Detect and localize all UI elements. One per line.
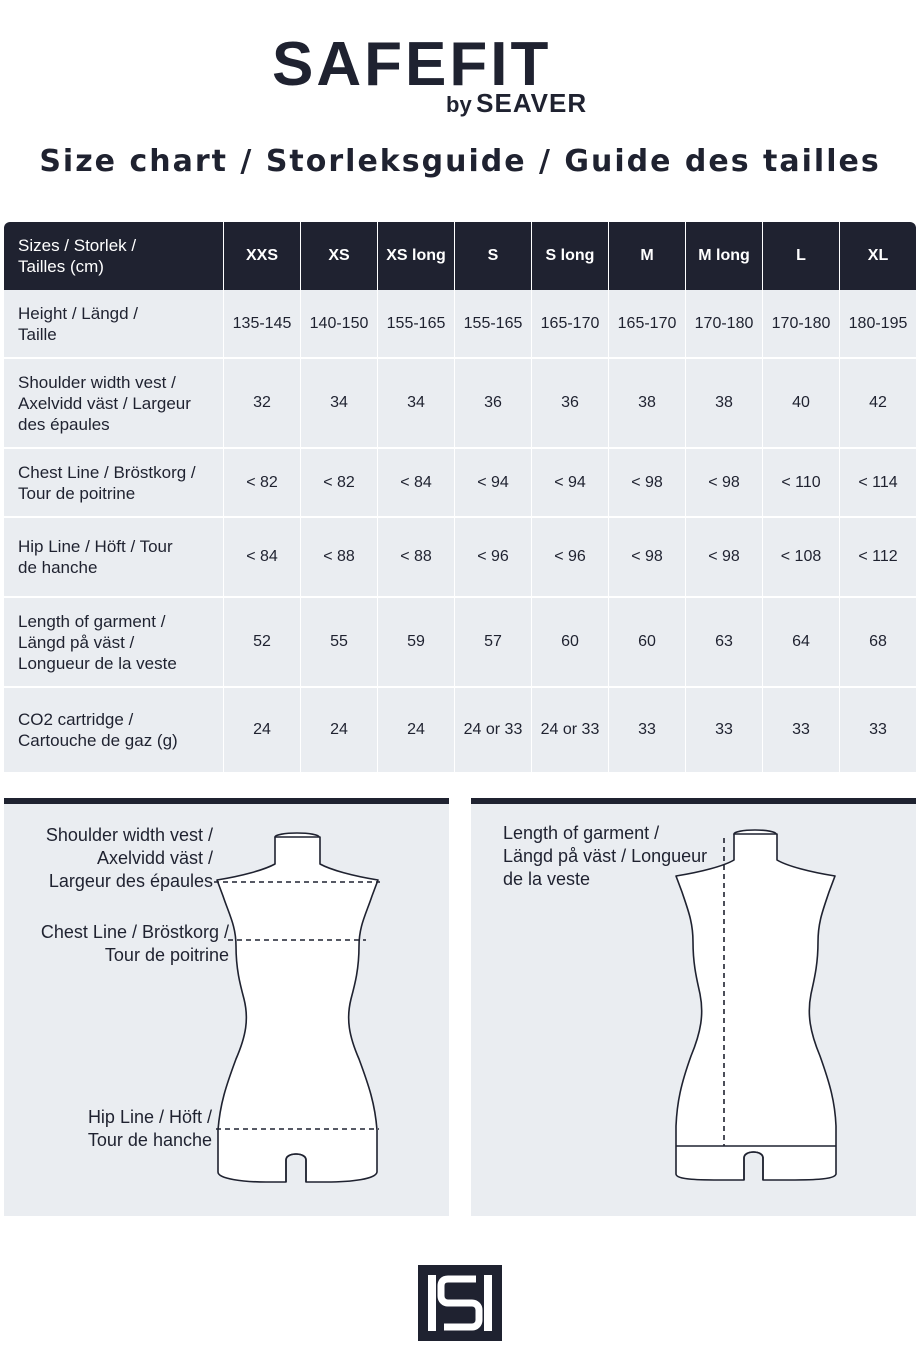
table-cell: < 82	[224, 449, 301, 518]
row-label-line: Längd på väst /	[18, 632, 135, 652]
row-label-line: Tour de poitrine	[18, 483, 136, 503]
table-cell: 165-170	[609, 290, 686, 359]
label-line: Längd på väst / Longueur	[503, 846, 708, 866]
table-row	[4, 290, 916, 359]
measurement-diagram-front	[4, 798, 449, 1216]
table-cell: 24 or 33	[455, 688, 532, 774]
table-cell: < 112	[840, 518, 916, 598]
size-header: XL	[840, 222, 916, 290]
hip-line-label	[88, 1106, 212, 1152]
table-row	[4, 518, 916, 598]
table-cell: 55	[301, 598, 378, 688]
row-label-cell	[4, 688, 224, 774]
size-header: M long	[686, 222, 763, 290]
header-label-line: Sizes / Storlek /	[18, 236, 137, 255]
row-label-cell	[4, 359, 224, 449]
table-cell: 60	[609, 598, 686, 688]
table-body	[4, 290, 916, 774]
measurement-diagram-back	[471, 798, 916, 1216]
seaver-monogram-icon	[418, 1265, 502, 1341]
size-header: S	[455, 222, 532, 290]
table-cell: 57	[455, 598, 532, 688]
table-cell: < 84	[378, 449, 455, 518]
row-label-cell	[4, 598, 224, 688]
row-label-cell	[4, 290, 224, 359]
length-of-garment-label	[503, 822, 707, 891]
table-row	[4, 449, 916, 518]
row-label-line: Hip Line / Höft / Tour	[18, 537, 173, 556]
table-cell: < 98	[609, 449, 686, 518]
table-cell: 170-180	[686, 290, 763, 359]
row-label-line: CO2 cartridge /	[18, 710, 134, 729]
table-cell: < 96	[532, 518, 609, 598]
label-line: Hip Line / Höft /	[87, 1107, 212, 1127]
row-label-line: Chest Line / Bröstkorg /	[18, 462, 196, 482]
row-label-line: Shoulder width vest /	[18, 372, 176, 392]
table-cell: 34	[378, 359, 455, 449]
label-line: Axelvidd väst /	[96, 848, 213, 868]
table-cell: 24	[378, 688, 455, 774]
row-label-line: de hanche	[18, 558, 98, 577]
row-label-line: Longueur de la veste	[18, 653, 177, 673]
row-label-line: Cartouche de gaz (g)	[18, 731, 178, 750]
table-cell: 140-150	[301, 290, 378, 359]
label-line: Tour de hanche	[87, 1130, 212, 1150]
brand-subtitle	[446, 90, 587, 116]
table-cell: < 84	[224, 518, 301, 598]
size-table	[4, 222, 916, 774]
row-label-line: Length of garment /	[18, 611, 166, 631]
page-title: Size chart / Storleksguide / Guide des tailles	[39, 144, 881, 179]
table-cell: 36	[532, 359, 609, 449]
label-line: de la veste	[503, 869, 591, 889]
table-cell: 68	[840, 598, 916, 688]
row-label-cell	[4, 518, 224, 598]
size-header: S long	[532, 222, 609, 290]
table-cell: 34	[301, 359, 378, 449]
table-cell: 32	[224, 359, 301, 449]
shoulder-width-label	[46, 824, 213, 893]
table-cell: 24 or 33	[532, 688, 609, 774]
row-label-line: des épaules	[18, 414, 110, 434]
brand-header	[0, 28, 920, 128]
table-cell: 40	[763, 359, 840, 449]
label-line: Tour de poitrine	[104, 945, 229, 965]
table-cell: < 96	[455, 518, 532, 598]
table-cell: 24	[224, 688, 301, 774]
table-cell: < 110	[763, 449, 840, 518]
table-header-row	[4, 222, 916, 290]
size-header: XS long	[378, 222, 455, 290]
table-cell: 24	[301, 688, 378, 774]
table-cell: 170-180	[763, 290, 840, 359]
table-cell: < 98	[686, 449, 763, 518]
table-cell: < 108	[763, 518, 840, 598]
table-cell: 135-145	[224, 290, 301, 359]
brand-name: SAFEFIT	[272, 30, 552, 99]
row-label-line: Taille	[18, 324, 57, 344]
size-header: XS	[301, 222, 378, 290]
brand-by: by	[446, 92, 472, 117]
table-cell: 52	[224, 598, 301, 688]
table-cell: < 114	[840, 449, 916, 518]
label-line: Length of garment /	[503, 823, 660, 843]
table-cell: < 94	[455, 449, 532, 518]
label-line: Largeur des épaules	[48, 871, 213, 891]
table-row	[4, 359, 916, 449]
row-label-cell	[4, 449, 224, 518]
table-cell: 60	[532, 598, 609, 688]
table-row	[4, 688, 916, 774]
table-cell: 33	[686, 688, 763, 774]
table-cell: 38	[609, 359, 686, 449]
table-cell: 64	[763, 598, 840, 688]
table-cell: 42	[840, 359, 916, 449]
size-header: M	[609, 222, 686, 290]
table-cell: 33	[840, 688, 916, 774]
table-cell: 165-170	[532, 290, 609, 359]
table-cell: 59	[378, 598, 455, 688]
table-cell: 33	[609, 688, 686, 774]
table-cell: 63	[686, 598, 763, 688]
table-cell: < 98	[609, 518, 686, 598]
label-line: Chest Line / Bröstkorg /	[40, 922, 229, 942]
table-row	[4, 598, 916, 688]
header-label-cell	[4, 222, 224, 290]
row-label-line: Axelvidd väst / Largeur	[18, 393, 191, 413]
table-cell: 180-195	[840, 290, 916, 359]
table-cell: < 88	[378, 518, 455, 598]
table-cell: 38	[686, 359, 763, 449]
header-label-line: Tailles (cm)	[18, 257, 104, 276]
label-line: Shoulder width vest /	[45, 825, 213, 845]
table-cell: 155-165	[378, 290, 455, 359]
table-cell: < 94	[532, 449, 609, 518]
table-cell: 33	[763, 688, 840, 774]
table-cell: 155-165	[455, 290, 532, 359]
table-cell: < 82	[301, 449, 378, 518]
size-header: XXS	[224, 222, 301, 290]
chest-line-label	[41, 921, 229, 967]
row-label-line: Height / Längd /	[18, 303, 139, 323]
brand-company: SEAVER	[476, 88, 588, 118]
table-cell: 36	[455, 359, 532, 449]
table-cell: < 98	[686, 518, 763, 598]
table-cell: < 88	[301, 518, 378, 598]
size-header: L	[763, 222, 840, 290]
